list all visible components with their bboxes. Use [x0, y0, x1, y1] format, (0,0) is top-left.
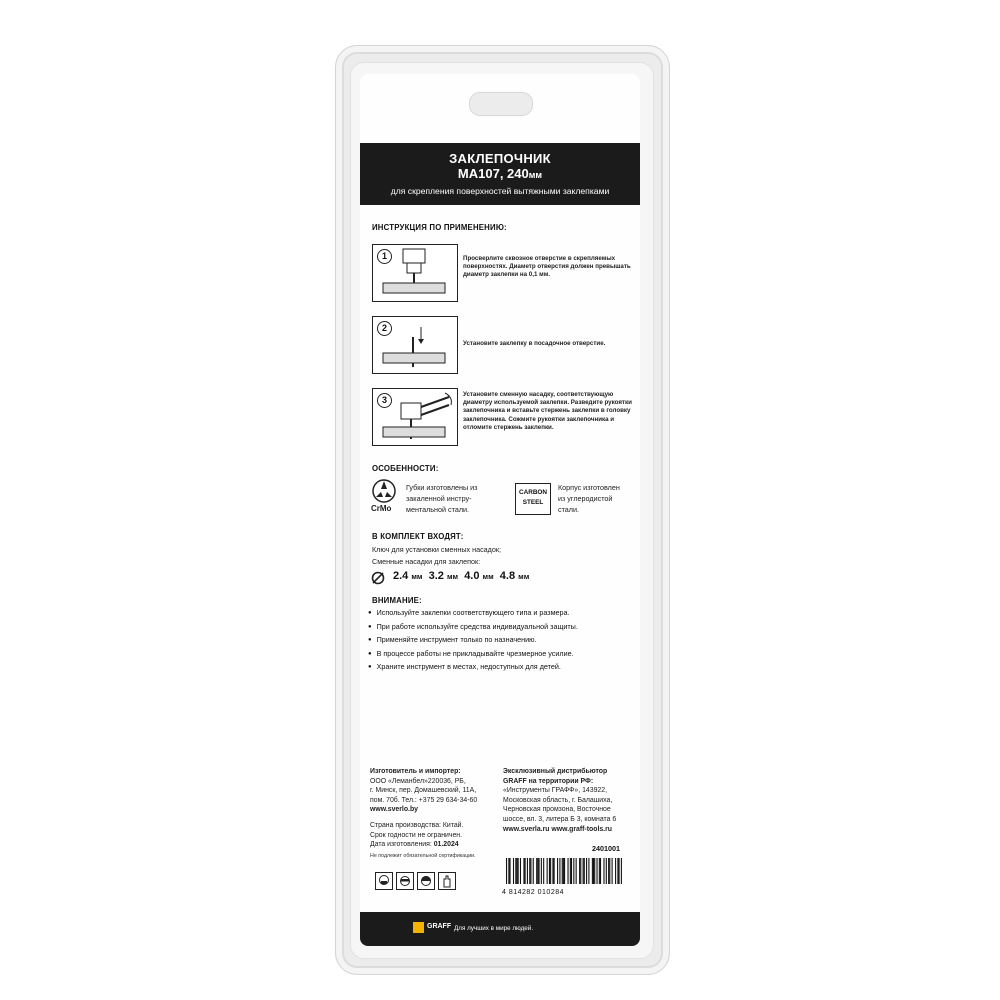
step-1-number: 1: [377, 249, 392, 264]
list-item: ● В процессе работы не прикладывайте чрезмерное усилие.: [368, 648, 578, 662]
safety-glasses-icon: [397, 873, 413, 889]
glasses-pictogram: [396, 872, 414, 890]
nozzle-sizes: 2.4 мм 3.2 мм 4.0 мм 4.8 мм: [393, 570, 530, 582]
step-3-number: 3: [377, 393, 392, 408]
mask-pictogram: [375, 872, 393, 890]
rivet-insert-icon: [373, 317, 457, 373]
kit-line-2: Сменные насадки для заклепок:: [372, 557, 481, 566]
step-1-illustration: [372, 244, 458, 302]
product-code: 2401001: [592, 844, 620, 853]
riveter-icon: [373, 389, 457, 445]
barcode-bars: [502, 858, 626, 884]
step-3-illustration: [372, 388, 458, 446]
step-2-illustration: [372, 316, 458, 374]
jaws-icon: [372, 479, 396, 503]
drill-icon: [373, 245, 457, 301]
features-header: ОСОБЕННОСТИ:: [372, 464, 439, 473]
warning-header: ВНИМАНИЕ:: [372, 596, 422, 605]
helmet-pictogram: [417, 872, 435, 890]
crmo-label: CrMo: [371, 504, 392, 513]
distributor-block: Эксклюзивный дистрибьютор GRAFF на территории РФ: «Инструменты ГРАФФ», 143922, Московская область, г. Балашиха, Черновская промзона, Восточное шоссе, вл. 3, литера Б 3, комната 6 www.sverla.ru www.graff-tools.ru: [503, 768, 617, 833]
gloves-pictogram: [438, 872, 456, 890]
face-mask-icon: [376, 873, 392, 889]
kit-line-1: Ключ для установки сменных насадок;: [372, 545, 502, 554]
manufacturer-block: Изготовитель и импортер: ООО «Леманбел»220036, РБ, г. Минск, пер. Домашевский, 11А, пом. 70б. Тел.: +375 29 634-34-60 www.sverlo.by Страна производства: Китай. Срок годности не ограничен. Дата изготовления: 01.2024: [370, 768, 478, 849]
step-3-text: Установите сменную насадку, соответствующую диаметру используемой заклепки. Разведите рукоятки заклепочника и вставьте стержень заклепки в головку заклепочника. Сожмите рукоятки заклепочника и отломите стержень заклепки.: [463, 391, 632, 431]
hang-hole: [469, 92, 533, 116]
step-2-number: 2: [377, 321, 392, 336]
brand-logo: GRAFF: [427, 923, 452, 930]
carbon-text: Корпус изготовлен из углеродистой стали.: [558, 483, 620, 514]
crmo-text: Губки изготовлены из закаленной инстру- ментальной стали.: [406, 483, 478, 514]
instruction-header: ИНСТРУКЦИЯ ПО ПРИМЕНЕНИЮ:: [372, 223, 507, 232]
carbon-steel-badge: CARBON STEEL: [515, 483, 551, 515]
certification-note: Не подлежит обязательной сертификации.: [370, 853, 476, 859]
brand-slogan: Для лучших в мире людей.: [454, 925, 534, 932]
title-banner: [360, 143, 640, 205]
graff-logo-icon: [413, 922, 424, 933]
list-item: ● Применяйте инструмент только по назначению.: [368, 634, 578, 648]
list-item: ● Используйте заклепки соответствующего типа и размера.: [368, 607, 578, 621]
product-subtitle: для скрепления поверхностей вытяжными заклепками: [390, 186, 610, 196]
diameter-icon: [371, 571, 385, 585]
kit-header: В КОМПЛЕКТ ВХОДЯТ:: [372, 532, 464, 541]
list-item: ● При работе используйте средства индивидуальной защиты.: [368, 621, 578, 635]
product-model: MA107, 240мм: [457, 166, 543, 181]
product-title: ЗАКЛЕПОЧНИК: [449, 151, 551, 166]
warning-list: [368, 607, 578, 675]
barcode: [502, 858, 626, 896]
barcode-digits: 4 814282 010284: [502, 889, 564, 896]
step-1-text: Просверлите сквозное отверстие в скрепляемых поверхностях. Диаметр отверстия должен превышать диаметр заклепки на 0,1 мм.: [463, 255, 631, 279]
step-2-text: Установите заклепку в посадочное отверстие.: [463, 340, 606, 347]
ear-protection-icon: [418, 873, 434, 889]
list-item: ● Храните инструмент в местах, недоступных для детей.: [368, 661, 578, 675]
gloves-icon: [439, 873, 455, 889]
